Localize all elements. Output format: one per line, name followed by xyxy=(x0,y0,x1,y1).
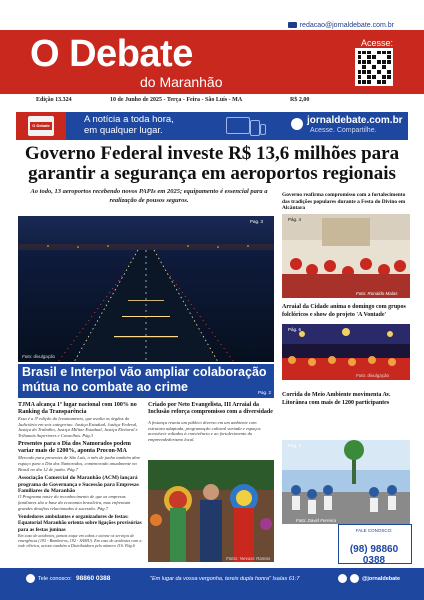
arraial-cidade-photo[interactable] xyxy=(282,324,410,380)
church-crowd-illustration xyxy=(282,214,410,298)
corrida-credit: Foto: David Ferreira xyxy=(296,518,337,523)
banner-site[interactable]: jornaldebate.com.br xyxy=(307,115,403,126)
banner-text-line1: A notícia a toda hora, xyxy=(84,114,174,125)
facebook-icon xyxy=(350,574,359,583)
story-body: Em caso de acidentes, jamais toque em cabos e acione os serviços de emergência (193 - Bombeiros, 192 - SAMU). Em caso de acidentes com a rede elétrica, acione também a Distribuidora pelo número 116. Pág.6 xyxy=(18,532,142,548)
main-subhead-line2: realização de pousos seguros. xyxy=(109,196,189,204)
main-headline-line2: garantir a segurança em aeroportos regionais xyxy=(28,163,396,184)
banner-text-line2: em qualquer lugar. xyxy=(84,125,163,136)
acesse-label: Acesse: xyxy=(361,38,394,48)
ad-label: FALE CONOSCO: xyxy=(355,528,393,533)
story-equatorial[interactable] xyxy=(18,514,142,548)
photo-credit: Foto: divulgação xyxy=(22,354,56,359)
banner-tagline: Acesse. Compartilhe. xyxy=(310,127,377,134)
story-acm[interactable] xyxy=(18,475,142,511)
interpol-headline xyxy=(22,365,272,395)
story-title: Vendedores ambulantes e organizadores de festas: Equatorial Maranhão orienta sobre ligações provisórias para as festas juninas xyxy=(18,514,142,533)
left-column xyxy=(18,402,142,548)
footer-phone[interactable]: 98860 0388 xyxy=(76,575,111,582)
banner-phone-image xyxy=(16,112,66,140)
social-icon xyxy=(291,118,303,130)
story-alcantara[interactable] xyxy=(282,192,410,212)
arraial-photo-credit: Fotos: Nevasc Ramos xyxy=(226,556,271,561)
story-title: Arraial da Cidade anima o domingo com grupos folclóricos e show do projeto 'A Vontade' xyxy=(282,304,406,318)
edition-number: Edição 13.324 xyxy=(36,97,72,103)
main-headline-line1: Governo Federal investe R$ 13,6 milhões para xyxy=(24,143,400,164)
story-title: Governo reafirma compromisso com a fortalecimento das tradições populares durante a Festa do Divino em Alcântara xyxy=(282,192,406,212)
runway-photo[interactable] xyxy=(18,216,274,362)
footer-phone-label: Tele conosco: xyxy=(38,576,72,582)
story-body: Essa é a 5ª edição do levantamento, que avalia os órgãos do Judiciário em seis categorias: Justiça Estadual, Justiça Federal, Justiça do Trabalho, Justiça Militar Estadual, Justiça Eleitoral e Tribunais Superiores e Conselhos. Pág.3 xyxy=(18,416,138,438)
alcantara-page-ref: Pág. 4 xyxy=(288,217,302,222)
envelope-icon xyxy=(288,22,297,28)
story-body: O Programa nasce do reconhecimento de que as empresas familiares são a base da economia brasileira, mas enfrentam grandes desafios relacionados à sucessão. Pág.7 xyxy=(18,494,131,511)
story-title: Corrida do Meio Ambiente movimenta Av. Litorânea com mais de 1200 participantes xyxy=(282,392,391,406)
banner-text xyxy=(84,114,174,136)
qr-code-icon[interactable] xyxy=(355,48,393,86)
interpol-headline-line2: mútua no combate ao crime xyxy=(22,380,189,394)
main-headline[interactable] xyxy=(8,144,416,184)
interpol-headline-line1: Brasil e Interpol vão ampliar colaboração xyxy=(22,365,267,379)
story-title: Presentes para o Dia dos Namorados podem variar mais de 1200%, aponta Procon-MA xyxy=(18,441,131,455)
email-text: redacao@jornaldebate.com.br xyxy=(299,21,394,29)
arraial-cidade-credit: Foto: divulgação xyxy=(356,373,390,378)
story-body: Mercado para presentes de São Luís, o mês de junho também abre espaço para o Dia dos Namorados, comemorado anualmente no Brasil no dia 12 de junho. Pág.7 xyxy=(18,455,141,472)
banner-logo: O Debate xyxy=(30,122,52,130)
arraial-inclusao-story[interactable] xyxy=(148,402,274,442)
story-procon[interactable] xyxy=(18,441,142,472)
corrida-photo[interactable] xyxy=(282,440,410,524)
runway-illustration xyxy=(18,216,274,362)
footer-bar xyxy=(0,568,424,600)
festival-people-illustration xyxy=(148,460,274,562)
instagram-icon xyxy=(338,574,347,583)
main-subhead-line1: Ao todo, 13 aeroportos recebendo novos PAPIs em 2025; equipamento é essencial para a xyxy=(30,188,268,195)
arraial-cidade-page-ref: Pág. 6 xyxy=(288,327,302,332)
ad-phone[interactable]: (98) 98860 0388 xyxy=(349,544,399,566)
story-arraial-cidade[interactable] xyxy=(282,304,410,319)
alcantara-photo[interactable] xyxy=(282,214,410,298)
logo-title[interactable]: O Debate xyxy=(30,33,193,75)
story-title: TJMA alcança 1º lugar nacional com 100% no Ranking da Transparência xyxy=(18,402,137,415)
edition-price: R$ 2,00 xyxy=(290,97,310,103)
whatsapp-icon xyxy=(26,574,35,583)
contact-email[interactable] xyxy=(288,20,394,30)
edition-date: 10 de Junho de 2025 - Terça - Feira - São Luís - MA xyxy=(110,97,243,103)
logo-subtitle: do Maranhão xyxy=(140,74,223,90)
story-body: A festança reuniu um público diverso em um ambiente com estrutura adaptada, programação cultural variada e espaços acessíveis voltados à convivência e ao fortalecimento do empreendedorismo local. xyxy=(148,420,261,442)
story-title: Associação Comercial do Maranhão (ACM) lançará programa de Governança e Sucessão para Empresas Familiares do Maranhão xyxy=(18,475,139,494)
footer-social[interactable]: @jornaldebate xyxy=(362,576,401,582)
devices-icon xyxy=(226,115,264,137)
alcantara-credit: Foto: Ronaldo Malas xyxy=(356,291,398,296)
arraial-photo[interactable] xyxy=(148,460,274,562)
interpol-page-ref: Pag. 2 xyxy=(258,390,272,395)
footer-verse: "Em lugar da vossa vergonha, tereis dupla honra" Isaías 61:7 xyxy=(150,576,300,582)
photo-page-ref: Pag. 3 xyxy=(250,219,264,224)
night-show-illustration xyxy=(282,324,410,380)
main-subhead xyxy=(24,188,274,205)
corrida-page-ref: Pág. 5 xyxy=(288,443,302,448)
story-tjma[interactable] xyxy=(18,402,142,438)
story-corrida[interactable] xyxy=(282,392,410,407)
story-title: Criado por Neto Evangelista, III Arraial da Inclusão reforça compromisso com a diversidade xyxy=(148,402,273,415)
runners-illustration xyxy=(282,440,410,524)
